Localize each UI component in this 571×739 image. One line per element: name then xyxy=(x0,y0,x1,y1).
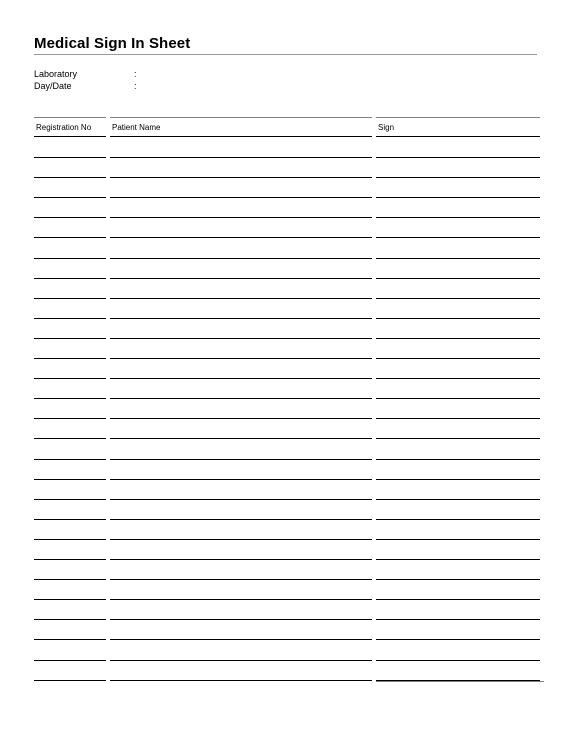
row-line-registration xyxy=(34,418,106,419)
row-line-patient xyxy=(110,197,372,198)
row-line-patient xyxy=(110,217,372,218)
day-date-separator: : xyxy=(134,81,137,91)
row-line-sign xyxy=(376,519,540,520)
row-line-registration xyxy=(34,338,106,339)
header-sign: Sign xyxy=(378,123,395,132)
row-line-sign xyxy=(376,680,540,681)
row-line-patient xyxy=(110,338,372,339)
row-line-registration xyxy=(34,459,106,460)
row-line-registration xyxy=(34,298,106,299)
row-line-patient xyxy=(110,639,372,640)
row-line-sign xyxy=(376,398,540,399)
row-line-patient xyxy=(110,619,372,620)
row-line-patient xyxy=(110,559,372,560)
row-line-registration xyxy=(34,378,106,379)
row-line-sign xyxy=(376,539,540,540)
row-line-sign xyxy=(376,438,540,439)
row-line-registration xyxy=(34,639,106,640)
column-top-rule-sign xyxy=(376,117,540,118)
row-line-patient xyxy=(110,459,372,460)
row-line-registration xyxy=(34,519,106,520)
row-line-patient xyxy=(110,660,372,661)
title-underline xyxy=(34,54,537,55)
row-line-patient xyxy=(110,519,372,520)
header-rule-sign xyxy=(376,136,540,137)
row-line-sign xyxy=(376,599,540,600)
row-line-patient xyxy=(110,579,372,580)
day-date-label: Day/Date xyxy=(34,81,72,91)
row-line-registration xyxy=(34,559,106,560)
row-line-sign xyxy=(376,237,540,238)
row-line-patient xyxy=(110,680,372,681)
row-line-sign xyxy=(376,459,540,460)
row-line-sign xyxy=(376,499,540,500)
row-line-patient xyxy=(110,479,372,480)
laboratory-label: Laboratory xyxy=(34,69,78,79)
row-line-sign xyxy=(376,619,540,620)
row-line-sign xyxy=(376,479,540,480)
row-line-registration xyxy=(34,177,106,178)
row-line-patient xyxy=(110,378,372,379)
row-line-sign xyxy=(376,258,540,259)
header-patient-name: Patient Name xyxy=(112,123,161,132)
laboratory-field xyxy=(34,69,137,80)
row-line-registration xyxy=(34,579,106,580)
row-line-registration xyxy=(34,660,106,661)
row-line-sign xyxy=(376,358,540,359)
header-rule-patient xyxy=(110,136,372,137)
header-registration-no: Registration No xyxy=(36,123,92,132)
row-line-sign xyxy=(376,157,540,158)
row-line-sign xyxy=(376,177,540,178)
row-line-registration xyxy=(34,157,106,158)
row-line-registration xyxy=(34,258,106,259)
row-line-registration xyxy=(34,479,106,480)
row-line-sign xyxy=(376,639,540,640)
sign-column-bottom-rule xyxy=(376,681,544,682)
row-line-patient xyxy=(110,157,372,158)
row-line-patient xyxy=(110,237,372,238)
row-line-patient xyxy=(110,358,372,359)
row-line-patient xyxy=(110,258,372,259)
row-line-patient xyxy=(110,499,372,500)
row-line-sign xyxy=(376,197,540,198)
row-line-registration xyxy=(34,539,106,540)
row-line-registration xyxy=(34,358,106,359)
row-line-patient xyxy=(110,318,372,319)
row-line-registration xyxy=(34,318,106,319)
row-line-patient xyxy=(110,398,372,399)
row-line-patient xyxy=(110,539,372,540)
header-rule-registration xyxy=(34,136,106,137)
row-line-sign xyxy=(376,378,540,379)
laboratory-separator: : xyxy=(134,69,137,79)
row-line-registration xyxy=(34,499,106,500)
column-top-rule-patient xyxy=(110,117,372,118)
row-line-sign xyxy=(376,217,540,218)
row-line-sign xyxy=(376,338,540,339)
row-line-sign xyxy=(376,318,540,319)
row-line-sign xyxy=(376,660,540,661)
row-line-registration xyxy=(34,237,106,238)
row-line-sign xyxy=(376,298,540,299)
row-line-registration xyxy=(34,438,106,439)
row-line-sign xyxy=(376,418,540,419)
row-line-sign xyxy=(376,579,540,580)
page-title: Medical Sign In Sheet xyxy=(34,35,191,52)
row-line-patient xyxy=(110,278,372,279)
row-line-registration xyxy=(34,217,106,218)
row-line-patient xyxy=(110,438,372,439)
row-line-sign xyxy=(376,278,540,279)
row-line-registration xyxy=(34,278,106,279)
row-line-patient xyxy=(110,177,372,178)
row-line-patient xyxy=(110,298,372,299)
row-line-patient xyxy=(110,599,372,600)
row-line-sign xyxy=(376,559,540,560)
day-date-field xyxy=(34,81,137,92)
row-line-registration xyxy=(34,619,106,620)
row-line-registration xyxy=(34,398,106,399)
row-line-patient xyxy=(110,418,372,419)
row-line-registration xyxy=(34,197,106,198)
row-line-registration xyxy=(34,599,106,600)
row-line-registration xyxy=(34,680,106,681)
column-top-rule-registration xyxy=(34,117,106,118)
